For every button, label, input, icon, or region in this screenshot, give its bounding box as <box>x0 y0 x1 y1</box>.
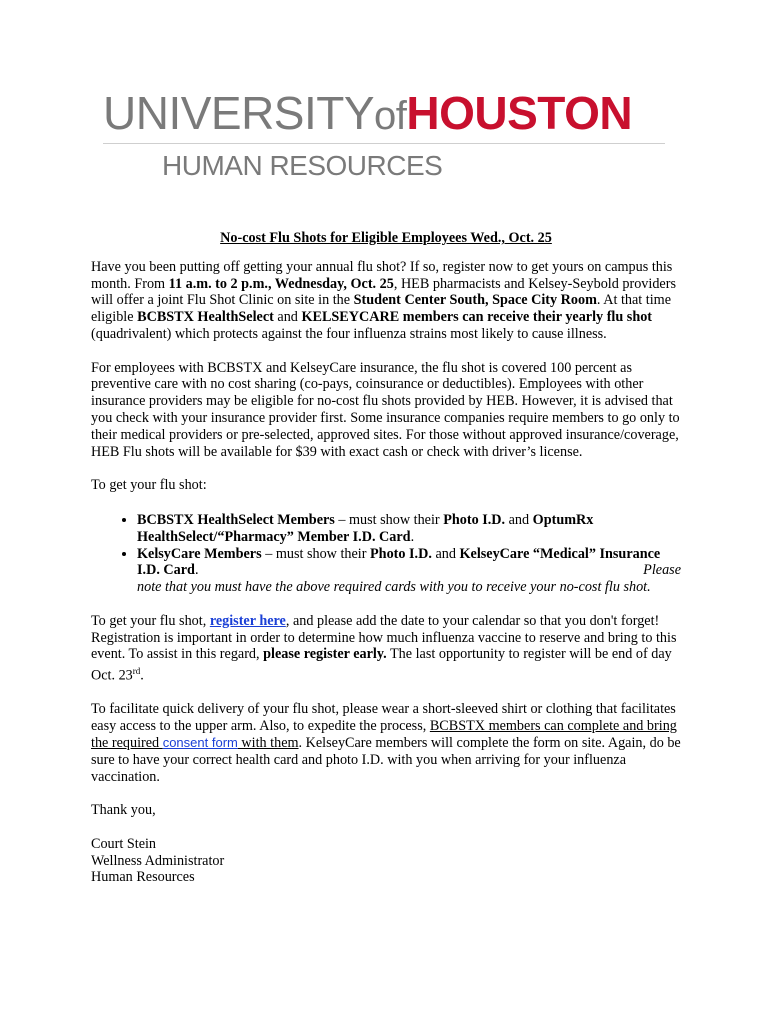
text: with them <box>237 735 299 752</box>
signer-dept: Human Resources <box>91 869 195 886</box>
list-item <box>137 512 681 546</box>
event-location: Student Center South, Space City Room <box>353 292 597 309</box>
logo-department: HUMAN RESOURCES <box>162 150 443 181</box>
signature-block <box>91 836 681 886</box>
text: . <box>194 562 199 579</box>
text: KelsyCare Members <box>137 545 262 562</box>
text: Please <box>643 562 681 579</box>
text: . At that time eligible <box>91 292 671 326</box>
text: BCBSTX members can complete and bring the required <box>91 718 677 752</box>
eligible-plan: BCBSTX HealthSelect <box>137 309 274 326</box>
consent-form-link[interactable]: consent form <box>162 735 238 751</box>
registration-paragraph <box>91 613 681 685</box>
text: The last opportunity to register will be end of day Oct. 23 <box>91 646 672 684</box>
text: Photo I.D. <box>443 511 506 528</box>
text: – must show their <box>334 511 444 528</box>
text: . KelseyCare members will complete the form on site. Again, do be sure to have your correct health card and photo I.D. with you when arriving for your influenza vaccination. <box>91 735 681 785</box>
text: BCBSTX HealthSelect Members <box>137 511 335 528</box>
logo-divider <box>103 143 665 144</box>
text: Have you been putting off getting your annual flu shot? If so, register now to get yours on campus this month. From <box>91 258 673 292</box>
signer-name: Court Stein <box>91 835 157 852</box>
text: . <box>410 528 415 545</box>
logo-houston-text: HOUSTON <box>406 87 633 139</box>
text: To get your flu shot, <box>91 612 210 629</box>
requirements-intro: To get your flu shot: <box>91 477 207 494</box>
text: OptumRx HealthSelect/“Pharmacy” Member I.D. Card <box>137 511 594 545</box>
text: To facilitate quick delivery of your flu shot, please wear a short-sleeved shirt or clothing that facilitates easy access to the upper arm. Also, to expedite the process, <box>91 701 676 735</box>
text: rd <box>132 666 141 677</box>
coverage-paragraph: For employees with BCBSTX and KelseyCare insurance, the flu shot is covered 100 percent as preventive care with no cost sharing (co-pays, coinsurance or deductibles). Employees with other insurance providers may be eligible for no-cost flu shots provided by HEB. However, it is advised that you check with your insurance provider first. Some insurance companies require members to go only to their medical providers or pre-selected, approved sites. For those without approved insurance/coverage, HEB Flu shots will be available for $39 with exact cash or check with driver’s license. <box>91 359 680 460</box>
requirements-list <box>91 512 681 596</box>
logo-of-text: of <box>374 94 407 138</box>
intro-paragraph <box>91 259 681 343</box>
page-title: No-cost Flu Shots for Eligible Employees Wed., Oct. 25 <box>220 230 552 246</box>
closing: Thank you, <box>91 802 156 819</box>
preparation-paragraph <box>91 701 681 785</box>
text: , HEB pharmacists and Kelsey-Seybold providers will offer a joint Flu Shot Clinic on site in the <box>91 275 676 309</box>
text: and <box>505 511 533 528</box>
eligible-members: KELSEYCARE members can receive their yearly flu shot <box>301 309 653 326</box>
text: Photo I.D. <box>370 545 432 562</box>
register-here-link[interactable]: register here <box>209 612 286 629</box>
text: and <box>431 545 460 562</box>
list-item <box>137 546 681 596</box>
logo-university-text: UNIVERSITY <box>103 87 375 139</box>
text: KelseyCare “Medical” Insurance I.D. Card <box>137 545 661 579</box>
text: (quadrivalent) which protects against the four influenza strains most likely to cause illness. <box>91 325 607 342</box>
text: , and please add the date to your calendar so that you don't forget! Registration is important in order to determine how much influenza vaccine to reserve and bring to this event. To assist in this regard, <box>91 612 677 663</box>
university-logo <box>103 88 665 141</box>
text: and <box>273 309 302 326</box>
signer-role: Wellness Administrator <box>91 852 225 869</box>
text: . <box>140 667 144 684</box>
text: – must show their <box>261 545 371 562</box>
event-time: 11 a.m. to 2 p.m., Wednesday, Oct. 25 <box>168 275 394 292</box>
note-text: note that you must have the above required cards with you to receive your no-cost flu shot. <box>137 579 651 596</box>
letter-body <box>91 230 681 886</box>
text: please register early. <box>263 646 387 663</box>
